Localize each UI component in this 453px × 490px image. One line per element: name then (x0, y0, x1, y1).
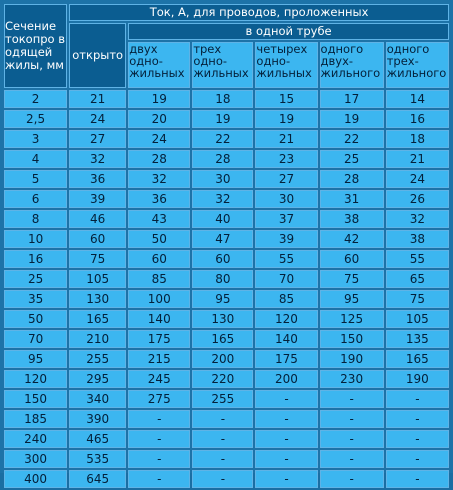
current-cell: 210 (69, 330, 126, 348)
table-row (4, 450, 449, 468)
current-cell: 32 (128, 170, 190, 188)
current-cell: - (128, 470, 190, 488)
table-row (4, 310, 449, 328)
current-cell: 140 (128, 310, 190, 328)
current-cell: 24 (386, 170, 449, 188)
current-cell: 43 (128, 210, 190, 228)
current-cell: - (255, 390, 317, 408)
cross-section-cell: 300 (4, 450, 67, 468)
current-cell: 65 (386, 270, 449, 288)
column-header-3: четырех одно- жильных (255, 42, 317, 88)
cross-section-cell: 50 (4, 310, 67, 328)
current-cell: 36 (128, 190, 190, 208)
current-cell: 60 (320, 250, 384, 268)
current-cell: 23 (255, 150, 317, 168)
current-cell: 135 (386, 330, 449, 348)
column-header-5: одного трех- жильного (386, 42, 449, 88)
current-cell: 30 (192, 170, 253, 188)
section-header-label: Сечение токопро водящей жилы, мм (5, 19, 66, 72)
current-cell: - (386, 410, 449, 428)
table-row (4, 270, 449, 288)
current-cell: 25 (320, 150, 384, 168)
current-cell: 95 (192, 290, 253, 308)
current-cell: - (320, 470, 384, 488)
current-cell: - (255, 430, 317, 448)
current-cell: 32 (192, 190, 253, 208)
current-cell: 19 (255, 110, 317, 128)
current-cell: 15 (255, 90, 317, 108)
current-cell: 390 (69, 410, 126, 428)
current-cell: - (255, 470, 317, 488)
current-cell: - (320, 410, 384, 428)
current-cell: 165 (192, 330, 253, 348)
cross-section-cell: 35 (4, 290, 67, 308)
table-row (4, 190, 449, 208)
table-row (4, 90, 449, 108)
current-cell: 645 (69, 470, 126, 488)
current-cell: 31 (320, 190, 384, 208)
table-row (4, 350, 449, 368)
current-cell: 60 (192, 250, 253, 268)
current-cell: 22 (192, 130, 253, 148)
table-row (4, 330, 449, 348)
current-cell: 40 (192, 210, 253, 228)
current-cell: - (128, 450, 190, 468)
table-row (4, 130, 449, 148)
current-cell: 95 (320, 290, 384, 308)
current-cell: 130 (69, 290, 126, 308)
current-cell: 37 (255, 210, 317, 228)
table-row (4, 390, 449, 408)
current-cell: 60 (69, 230, 126, 248)
current-cell: 39 (255, 230, 317, 248)
current-cell: - (192, 410, 253, 428)
cross-section-cell: 10 (4, 230, 67, 248)
current-cell: 165 (386, 350, 449, 368)
cross-section-cell: 16 (4, 250, 67, 268)
current-header: Ток, А, для проводов, проложенных (69, 4, 449, 21)
current-cell: 295 (69, 370, 126, 388)
cross-section-cell: 240 (4, 430, 67, 448)
current-cell: 535 (69, 450, 126, 468)
current-cell: 85 (255, 290, 317, 308)
current-cell: - (386, 450, 449, 468)
table-row (4, 110, 449, 128)
cross-section-cell: 185 (4, 410, 67, 428)
current-cell: 150 (320, 330, 384, 348)
current-cell: - (255, 450, 317, 468)
current-cell: 105 (386, 310, 449, 328)
current-cell: 255 (192, 390, 253, 408)
current-cell: - (192, 430, 253, 448)
current-cell: 55 (386, 250, 449, 268)
current-cell: 17 (320, 90, 384, 108)
cross-section-cell: 150 (4, 390, 67, 408)
current-cell: 55 (255, 250, 317, 268)
current-cell: 70 (255, 270, 317, 288)
table-row (4, 290, 449, 308)
current-cell: - (128, 410, 190, 428)
current-cell: 190 (386, 370, 449, 388)
current-cell: 24 (128, 130, 190, 148)
current-cell: 120 (255, 310, 317, 328)
current-cell: 105 (69, 270, 126, 288)
current-cell: 19 (128, 90, 190, 108)
table-row (4, 210, 449, 228)
current-cell: - (386, 390, 449, 408)
current-cell: 21 (386, 150, 449, 168)
table-row (4, 430, 449, 448)
current-cell: 14 (386, 90, 449, 108)
cross-section-cell: 3 (4, 130, 67, 148)
current-cell: 255 (69, 350, 126, 368)
current-cell: 190 (320, 350, 384, 368)
current-cell: - (192, 450, 253, 468)
cross-section-cell: 8 (4, 210, 67, 228)
current-cell: 28 (128, 150, 190, 168)
current-cell: 27 (255, 170, 317, 188)
current-cell: 32 (69, 150, 126, 168)
current-cell: 28 (320, 170, 384, 188)
current-cell: 75 (69, 250, 126, 268)
current-cell: 165 (69, 310, 126, 328)
column-header-1: двух одно- жильных (128, 42, 190, 88)
cross-section-cell: 2 (4, 90, 67, 108)
current-cell: - (320, 430, 384, 448)
current-cell: 39 (69, 190, 126, 208)
column-header-2: трех одно- жильных (192, 42, 253, 88)
current-cell: 21 (69, 90, 126, 108)
current-cell: - (192, 470, 253, 488)
table-row (4, 170, 449, 188)
in-pipe-header: в одной трубе (128, 23, 449, 40)
cross-section-cell: 6 (4, 190, 67, 208)
current-cell: 275 (128, 390, 190, 408)
current-cell: 42 (320, 230, 384, 248)
current-cell: 215 (128, 350, 190, 368)
current-cell: 80 (192, 270, 253, 288)
table-row (4, 370, 449, 388)
table-row (4, 150, 449, 168)
current-cell: 46 (69, 210, 126, 228)
current-cell: 28 (192, 150, 253, 168)
current-cell: 230 (320, 370, 384, 388)
current-cell: 18 (192, 90, 253, 108)
current-cell: 38 (386, 230, 449, 248)
current-cell: 19 (192, 110, 253, 128)
current-cell: 75 (386, 290, 449, 308)
current-cell: 125 (320, 310, 384, 328)
current-cell: 85 (128, 270, 190, 288)
cross-section-cell: 120 (4, 370, 67, 388)
current-cell: 130 (192, 310, 253, 328)
current-cell: - (320, 450, 384, 468)
current-cell: 19 (320, 110, 384, 128)
current-cell: 200 (192, 350, 253, 368)
current-cell: - (320, 390, 384, 408)
current-cell: 38 (320, 210, 384, 228)
cross-section-cell: 95 (4, 350, 67, 368)
current-cell: 32 (386, 210, 449, 228)
cross-section-cell: 400 (4, 470, 67, 488)
cross-section-cell: 4 (4, 150, 67, 168)
current-cell: 20 (128, 110, 190, 128)
current-cell: 50 (128, 230, 190, 248)
current-cell: 30 (255, 190, 317, 208)
cross-section-cell: 5 (4, 170, 67, 188)
current-cell: 16 (386, 110, 449, 128)
current-cell: 75 (320, 270, 384, 288)
current-cell: 175 (255, 350, 317, 368)
cross-section-cell: 25 (4, 270, 67, 288)
current-cell: 26 (386, 190, 449, 208)
table-row (4, 230, 449, 248)
current-cell: 245 (128, 370, 190, 388)
current-cell: 100 (128, 290, 190, 308)
current-cell: 27 (69, 130, 126, 148)
current-cell: - (255, 410, 317, 428)
current-cell: 200 (255, 370, 317, 388)
cross-section-cell: 70 (4, 330, 67, 348)
current-cell: - (386, 430, 449, 448)
current-cell: 220 (192, 370, 253, 388)
current-capacity-table (2, 2, 451, 490)
current-cell: 18 (386, 130, 449, 148)
current-cell: - (128, 430, 190, 448)
current-cell: 465 (69, 430, 126, 448)
open-header: открыто (69, 23, 126, 88)
current-cell: 21 (255, 130, 317, 148)
column-header-4: одного двух- жильного (320, 42, 384, 88)
table-row (4, 250, 449, 268)
current-cell: 24 (69, 110, 126, 128)
section-header (4, 4, 67, 88)
current-cell: 60 (128, 250, 190, 268)
cross-section-cell: 2,5 (4, 110, 67, 128)
current-cell: 22 (320, 130, 384, 148)
table-row (4, 410, 449, 428)
current-cell: 175 (128, 330, 190, 348)
current-cell: 47 (192, 230, 253, 248)
current-cell: 340 (69, 390, 126, 408)
current-cell: 36 (69, 170, 126, 188)
current-cell: - (386, 470, 449, 488)
current-cell: 140 (255, 330, 317, 348)
